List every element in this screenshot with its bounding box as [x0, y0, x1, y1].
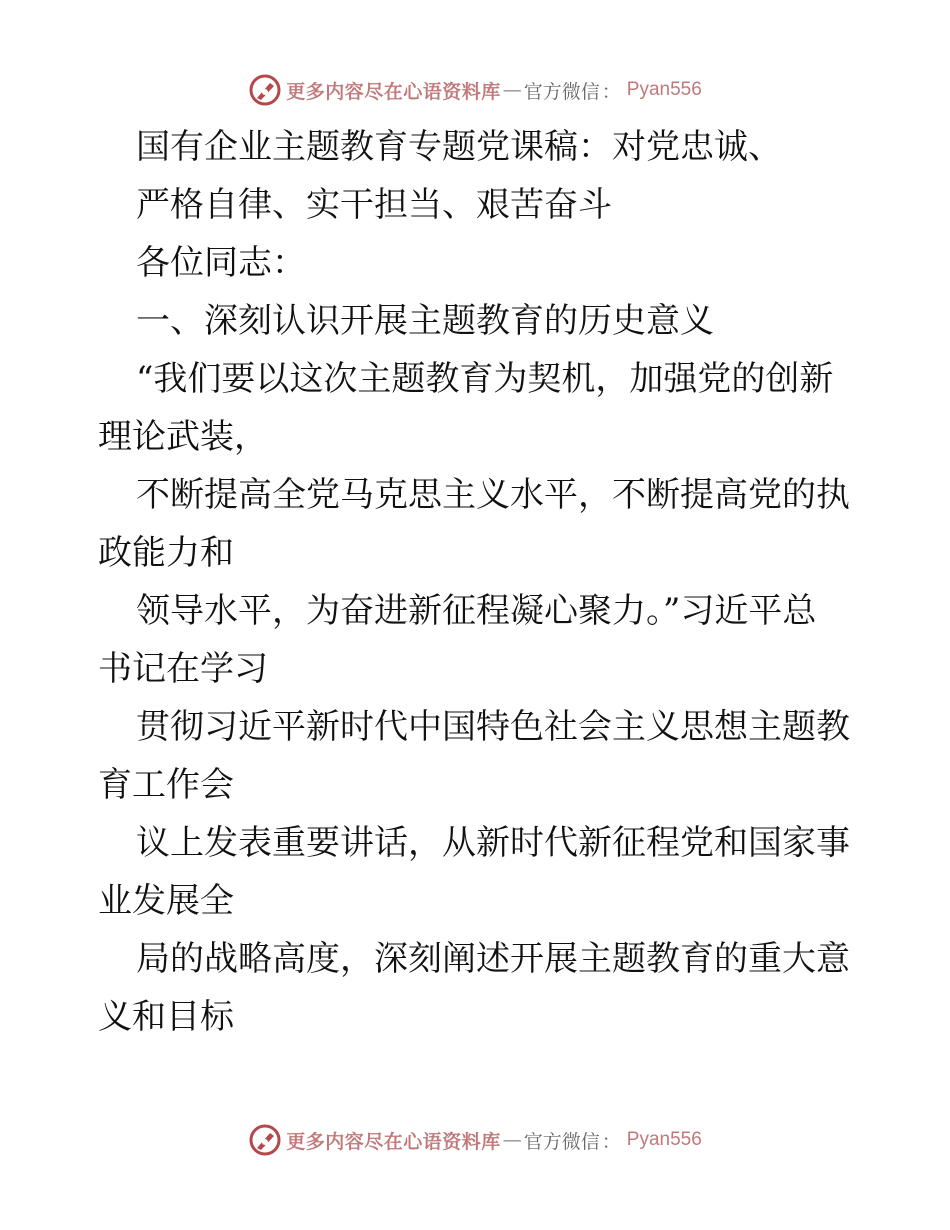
document-body: [98, 118, 858, 1046]
footer-watermark: [0, 1120, 950, 1160]
paragraph-line: 不断提高全党马克思主义水平，不断提高党的执: [136, 475, 850, 515]
watermark-text: 更多内容尽在心语资料库: [286, 80, 501, 103]
watermark-id: Pyan556: [626, 79, 702, 100]
paragraph-line: 贯彻习近平新时代中国特色社会主义思想主题教: [136, 707, 850, 747]
salutation: 各位同志：: [136, 243, 306, 283]
paragraph-line: 育工作会: [98, 765, 234, 805]
watermark-id: Pyan556: [626, 1129, 702, 1150]
paragraph-line: 议上发表重要讲话，从新时代新征程党和国家事: [136, 823, 850, 863]
paragraph-line: 业发展全: [98, 881, 234, 921]
watermark-separator: —: [502, 1129, 522, 1151]
watermark-colon: ：: [601, 80, 621, 103]
watermark-separator: —: [502, 79, 522, 101]
paragraph-line: 领导水平，为奋进新征程凝心聚力。”习近平总: [136, 591, 817, 631]
watermark-colon: ：: [601, 1130, 621, 1153]
paragraph-line: 政能力和: [98, 533, 234, 573]
paragraph-line: “我们要以这次主题教育为契机，加强党的创新: [136, 359, 834, 399]
paragraph-line: 书记在学习: [98, 649, 268, 689]
title-line-1: 国有企业主题教育专题党课稿：对党忠诚、: [136, 127, 782, 167]
header-watermark: [0, 70, 950, 110]
paragraph-line: 义和目标: [98, 997, 234, 1037]
watermark-label: 官方微信: [523, 80, 600, 103]
pen-logo-icon: [248, 73, 282, 107]
paragraph-line: 局的战略高度，深刻阐述开展主题教育的重大意: [136, 939, 850, 979]
paragraph-line: 理论武装，: [98, 417, 268, 457]
watermark-label: 官方微信: [523, 1130, 600, 1153]
title-line-2: 严格自律、实干担当、艰苦奋斗: [136, 185, 612, 225]
section-heading: 一、深刻认识开展主题教育的历史意义: [136, 301, 714, 341]
pen-logo-icon: [248, 1123, 282, 1157]
watermark-text: 更多内容尽在心语资料库: [286, 1130, 501, 1153]
